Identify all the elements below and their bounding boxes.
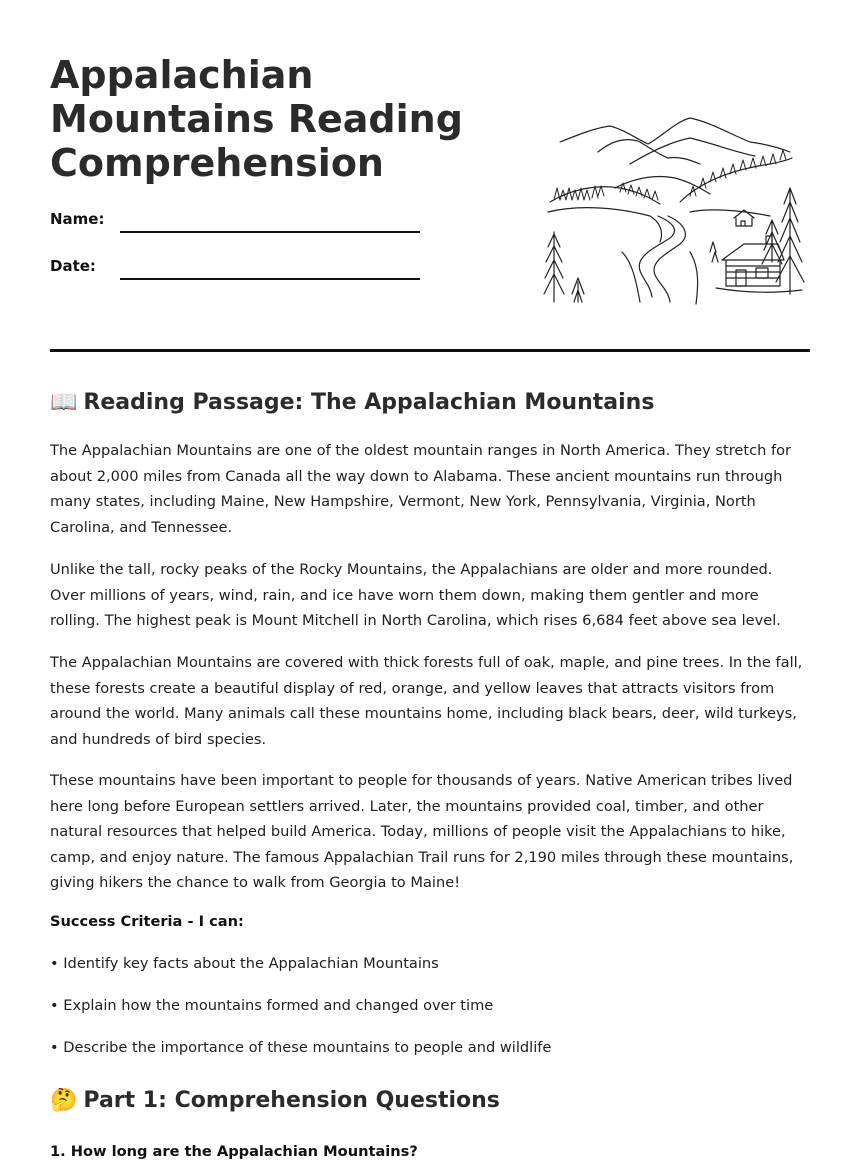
thinking-face-icon: 🤔: [50, 1088, 78, 1113]
question-1: 1. How long are the Appalachian Mountains?: [50, 1143, 418, 1160]
success-criteria-item: • Identify key facts about the Appalachian Mountains: [50, 955, 439, 972]
date-label: Date:: [50, 257, 96, 275]
passage-heading-text: Reading Passage: The Appalachian Mountains: [83, 390, 655, 415]
page-title: Appalachian Mountains Reading Comprehension: [50, 53, 463, 185]
mountain-landscape-illustration: [540, 112, 810, 312]
header-divider: [50, 349, 810, 352]
success-criteria-item: • Explain how the mountains formed and changed over time: [50, 997, 494, 1014]
date-field[interactable]: [120, 278, 420, 280]
passage-paragraph: These mountains have been important to people for thousands of years. Native American tribes lived here long before European settlers arrived. Later, the mountains provided coal, timber, and other natural resources that helped build America. Today, millions of people visit the Appalachians to hike, camp, and enjoy nature. The famous Appalachian Trail runs for 2,190 miles through these mountains, giving hikers the chance to walk from Georgia to Maine!: [50, 772, 794, 891]
passage-heading: [50, 388, 654, 418]
part1-heading: [50, 1086, 500, 1116]
part1-heading-text: Part 1: Comprehension Questions: [83, 1088, 500, 1113]
name-field[interactable]: [120, 231, 420, 233]
passage-paragraph: The Appalachian Mountains are one of the oldest mountain ranges in North America. They stretch for about 2,000 miles from Canada all the way down to Alabama. These ancient mountains run through many states, including Maine, New Hampshire, Vermont, New York, Pennsylvania, Virginia, North Carolina, and Tennessee.: [50, 442, 792, 536]
open-book-icon: 📖: [50, 390, 78, 415]
passage-paragraph: Unlike the tall, rocky peaks of the Rocky Mountains, the Appalachians are older and more rounded. Over millions of years, wind, rain, and ice have worn them down, making them gentler and more rolling. The highest peak is Mount Mitchell in North Carolina, which rises 6,684 feet above sea level.: [50, 561, 781, 629]
name-label: Name:: [50, 210, 105, 228]
success-criteria-item: • Describe the importance of these mountains to people and wildlife: [50, 1039, 552, 1056]
success-criteria-title: Success Criteria - I can:: [50, 913, 244, 930]
passage-paragraph: The Appalachian Mountains are covered with thick forests full of oak, maple, and pine trees. In the fall, these forests create a beautiful display of red, orange, and yellow leaves that attracts visitors from around the world. Many animals call these mountains home, including black bears, deer, wild turkeys, and hundreds of bird species.: [50, 654, 803, 748]
